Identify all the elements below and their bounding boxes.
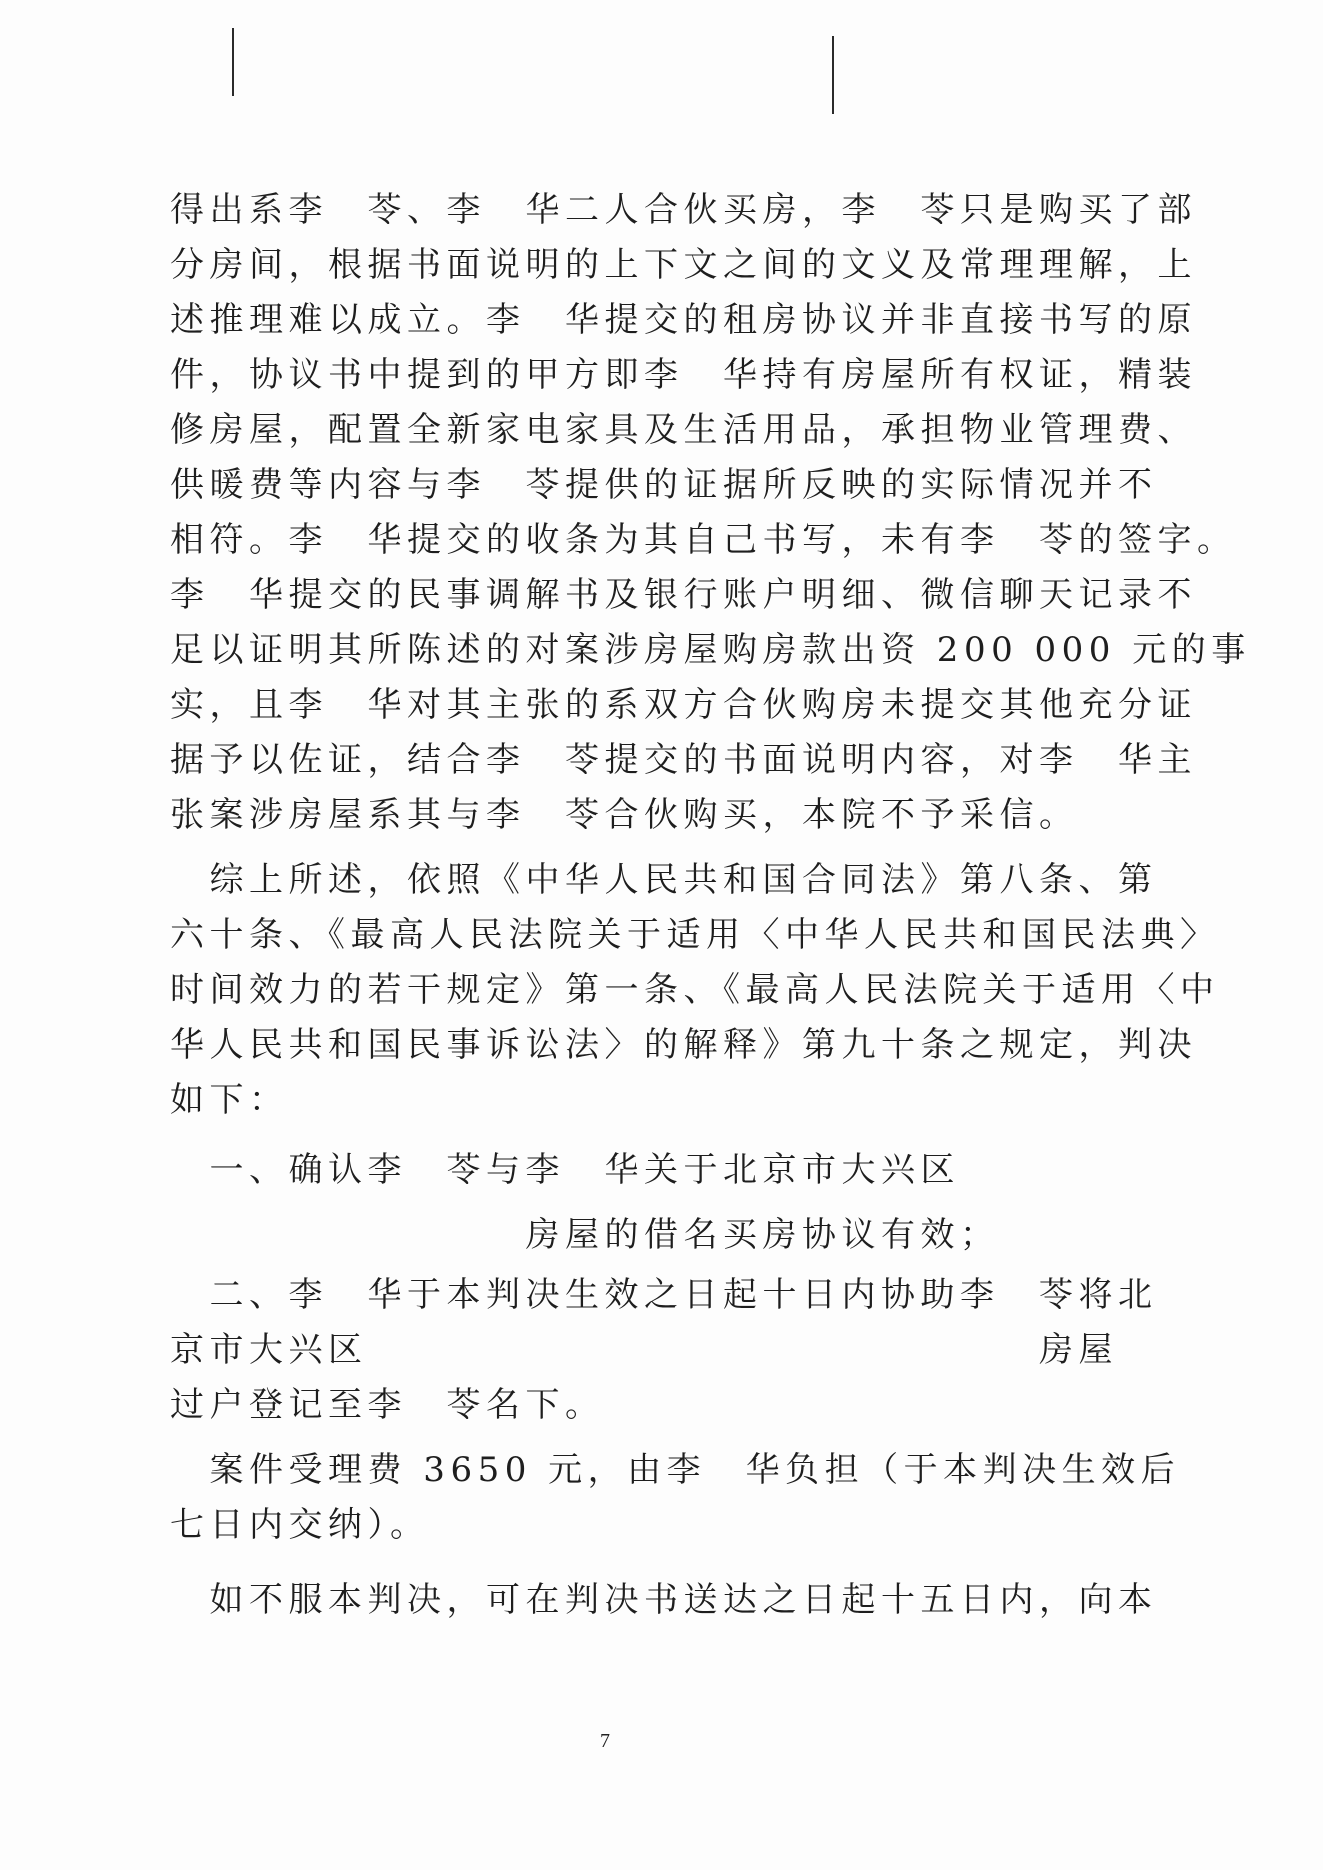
text-line: 七日内交纳）。 <box>170 1505 430 1545</box>
text-line: 相符。李 华提交的收条为其自己书写，未有李 苓的签字。 <box>170 520 1237 560</box>
text-line: 过户登记至李 苓名下。 <box>170 1385 605 1425</box>
text-line: 得出系李 苓、李 华二人合伙买房，李 苓只是购买了部 <box>170 190 1197 230</box>
text-line: 房屋的借名买房协议有效； <box>170 1215 1000 1255</box>
text-line: 时间效力的若干规定》第一条、《最高人民法院关于适用〈中 <box>170 970 1220 1010</box>
binding-mark-right <box>832 36 834 114</box>
text-line: 一、确认李 苓与李 华关于北京市大兴区 <box>170 1150 960 1190</box>
text-line: 二、李 华于本判决生效之日起十日内协助李 苓将北 <box>170 1275 1158 1315</box>
text-line: 实，且李 华对其主张的系双方合伙购房未提交其他充分证 <box>170 685 1197 725</box>
text-line: 修房屋，配置全新家电家具及生活用品，承担物业管理费、 <box>170 410 1197 450</box>
text-line: 足以证明其所陈述的对案涉房屋购房款出资 200 000 元的事 <box>170 630 1251 670</box>
text-line: 分房间，根据书面说明的上下文之间的文义及常理理解，上 <box>170 245 1197 285</box>
binding-mark-left <box>232 28 234 96</box>
text-line: 如不服本判决，可在判决书送达之日起十五日内，向本 <box>170 1580 1158 1620</box>
text-line: 案件受理费 3650 元，由李 华负担（于本判决生效后 <box>170 1450 1181 1490</box>
text-line: 李 华提交的民事调解书及银行账户明细、微信聊天记录不 <box>170 575 1197 615</box>
text-line: 述推理难以成立。李 华提交的租房协议并非直接书写的原 <box>170 300 1197 340</box>
text-line: 京市大兴区 房屋 <box>170 1330 1118 1370</box>
text-line: 件，协议书中提到的甲方即李 华持有房屋所有权证，精装 <box>170 355 1197 395</box>
text-line: 张案涉房屋系其与李 苓合伙购买，本院不予采信。 <box>170 795 1079 835</box>
text-line: 据予以佐证，结合李 苓提交的书面说明内容，对李 华主 <box>170 740 1197 780</box>
text-line: 如下： <box>170 1080 289 1120</box>
text-line: 供暖费等内容与李 苓提供的证据所反映的实际情况并不 <box>170 465 1158 505</box>
text-line: 综上所述，依照《中华人民共和国合同法》第八条、第 <box>170 860 1158 900</box>
text-line: 华人民共和国民事诉讼法〉的解释》第九十条之规定，判决 <box>170 1025 1197 1065</box>
page-number: 7 <box>600 1730 610 1752</box>
text-line: 六十条、《最高人民法院关于适用〈中华人民共和国民法典〉 <box>170 915 1220 955</box>
